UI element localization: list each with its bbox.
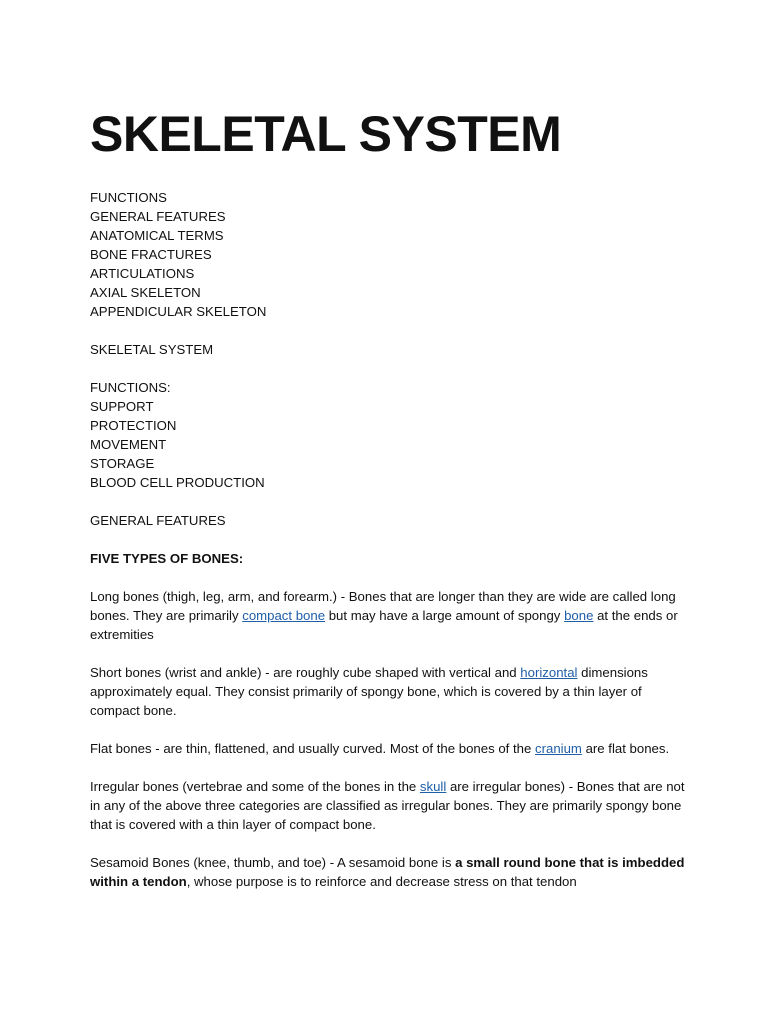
link-horizontal[interactable]: horizontal bbox=[520, 665, 578, 680]
paragraph-text: vertebrae and some of the bones in the bbox=[186, 779, 420, 794]
term-sesamoid-bones: Sesamoid Bones ( bbox=[90, 855, 198, 870]
term-long-bones: Long bones ( bbox=[90, 589, 167, 604]
term-irregular-bones: Irregular bones ( bbox=[90, 779, 187, 794]
bold-definition: a small round bone that is imbedded within a tendon bbox=[90, 855, 685, 889]
functions-list bbox=[90, 378, 690, 492]
toc-item-bone-fractures: BONE FRACTURES bbox=[90, 247, 212, 262]
function-item-support: SUPPORT bbox=[90, 399, 154, 414]
paragraph-text: are irregular bones) - Bones that are not in any of the above three categories are classified as irregular bones. They are primarily spongy bone that is covered with a thin layer of compact bone. bbox=[90, 779, 685, 832]
link-compact-bone[interactable]: compact bone bbox=[242, 608, 326, 623]
paragraph-text: knee, thumb, and toe) - A sesamoid bone is bbox=[197, 855, 456, 870]
paragraph-long-bones bbox=[90, 587, 690, 644]
function-item-storage: STORAGE bbox=[90, 456, 155, 471]
toc-item-general-features: GENERAL FEATURES bbox=[90, 209, 226, 224]
table-of-contents bbox=[90, 188, 690, 321]
function-item-protection: PROTECTION bbox=[90, 418, 177, 433]
toc-item-anatomical-terms: ANATOMICAL TERMS bbox=[90, 228, 224, 243]
paragraph-text: , whose purpose is to reinforce and decrease stress on that tendon bbox=[186, 874, 577, 889]
toc-item-functions: FUNCTIONS bbox=[90, 190, 167, 205]
paragraph-text: are flat bones. bbox=[581, 741, 670, 756]
page-title: SKELETAL SYSTEM bbox=[90, 106, 562, 162]
term-flat-bones: Flat bones bbox=[90, 741, 152, 756]
paragraph-flat-bones bbox=[90, 739, 690, 758]
paragraph-text: at the ends or extremities bbox=[90, 608, 678, 642]
toc-item-axial-skeleton: AXIAL SKELETON bbox=[90, 285, 201, 300]
link-skull[interactable]: skull bbox=[419, 779, 447, 794]
term-short-bones: Short bones ( bbox=[90, 665, 170, 680]
paragraph-text: dimensions approximately equal. They consist primarily of spongy bone, which is covered by a thin layer of compact bone. bbox=[90, 665, 648, 718]
link-bone[interactable]: bone bbox=[564, 608, 594, 623]
paragraph-text: thigh, leg, arm, and forearm.) - Bones that are longer than they are wide are called long bones. They are primarily bbox=[90, 589, 676, 623]
link-cranium[interactable]: cranium bbox=[535, 741, 582, 756]
section-heading: SKELETAL SYSTEM bbox=[90, 342, 214, 357]
function-item-movement: MOVEMENT bbox=[90, 437, 167, 452]
function-item-blood-cell-production: BLOOD CELL PRODUCTION bbox=[90, 475, 265, 490]
document-body bbox=[90, 188, 690, 910]
paragraph-short-bones bbox=[90, 663, 690, 720]
paragraph-text: but may have a large amount of spongy bbox=[325, 608, 565, 623]
paragraph-text: wrist and ankle) - are roughly cube shaped with vertical and bbox=[169, 665, 521, 680]
functions-heading: FUNCTIONS: bbox=[90, 380, 171, 395]
paragraph-sesamoid-bones bbox=[90, 853, 690, 891]
paragraph-text: - are thin, flattened, and usually curved. Most of the bones of the bbox=[151, 741, 535, 756]
general-features-heading: GENERAL FEATURES bbox=[90, 513, 226, 528]
toc-item-articulations: ARTICULATIONS bbox=[90, 266, 195, 281]
paragraph-irregular-bones bbox=[90, 777, 690, 834]
five-types-heading: FIVE TYPES OF BONES: bbox=[90, 551, 244, 566]
toc-item-appendicular-skeleton: APPENDICULAR SKELETON bbox=[90, 304, 267, 319]
